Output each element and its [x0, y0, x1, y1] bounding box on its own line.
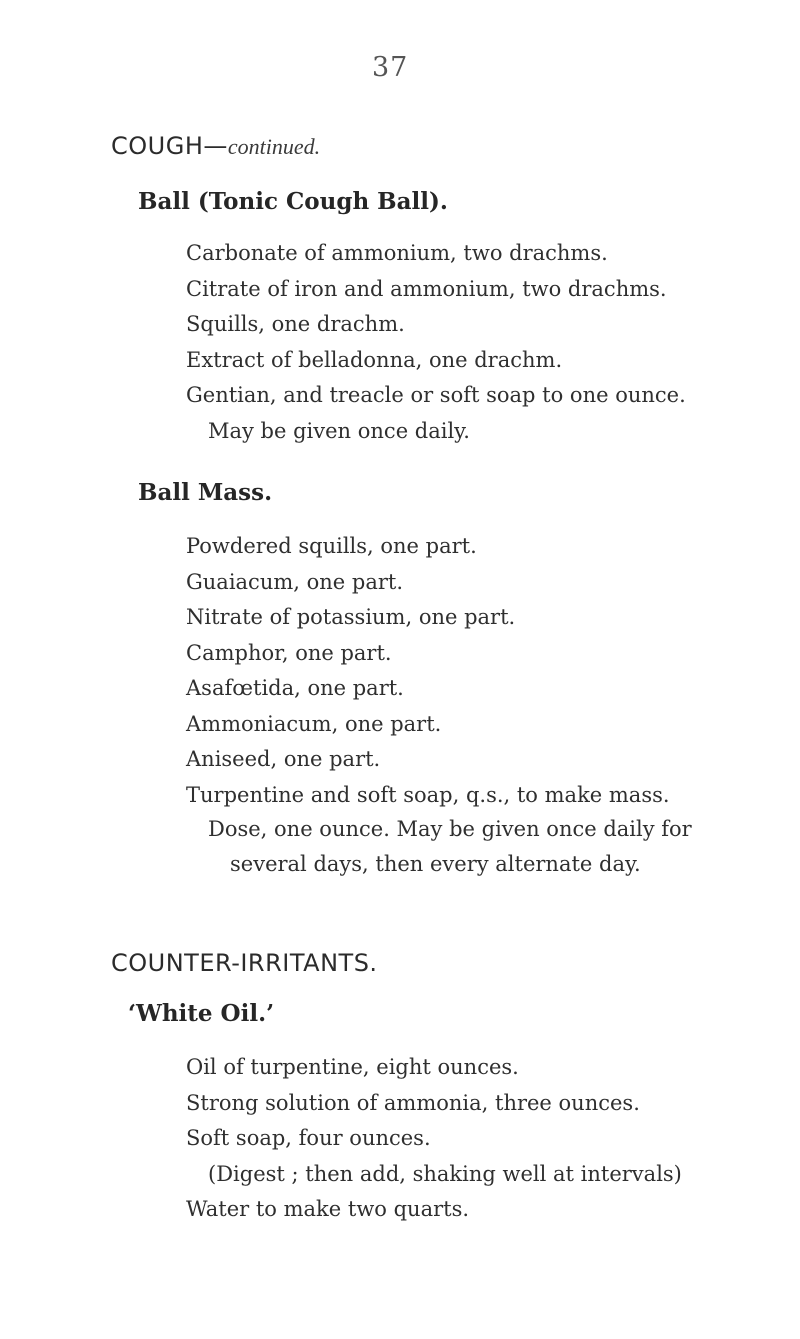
dosage-note: May be given once daily.	[208, 418, 470, 443]
ingredient-line: Turpentine and soft soap, q.s., to make mass.	[186, 782, 670, 807]
section-heading-cough-title: COUGH—	[111, 132, 228, 160]
ingredient-line: Powdered squills, one part.	[186, 534, 477, 558]
ingredient-line: Aniseed, one part.	[186, 747, 381, 771]
section-heading-continued: continued.	[227, 134, 321, 159]
section-heading-cough	[111, 132, 320, 160]
recipe-title-tonic-cough-ball: Ball (Tonic Cough Ball).	[138, 188, 448, 215]
instruction-line: (Digest ; then add, shaking well at intervals)	[208, 1161, 682, 1186]
dosage-note-line: several days, then every alternate day.	[230, 852, 641, 876]
ingredient-line: Extract of belladonna, one drachm.	[186, 347, 563, 372]
ingredient-line: Oil of turpentine, eight ounces.	[186, 1055, 519, 1079]
ingredient-line: Guaiacum, one part.	[186, 569, 403, 594]
ingredient-line: Squills, one drachm.	[186, 312, 405, 336]
ingredient-line: Strong solution of ammonia, three ounces.	[186, 1090, 640, 1115]
page-number: 37	[372, 52, 409, 83]
recipe-list-white-oil	[186, 1050, 682, 1228]
recipe-title-white-oil: ‘White Oil.’	[128, 1000, 275, 1027]
ingredient-line: Water to make two quarts.	[186, 1197, 470, 1221]
section-heading-counter-irritants: COUNTER-IRRITANTS.	[111, 949, 378, 977]
recipe-list-tonic-cough-ball	[186, 236, 686, 449]
dosage-note-ball-mass	[208, 812, 793, 882]
ingredient-line: Ammoniacum, one part.	[186, 711, 442, 736]
ingredient-line: Asafœtida, one part.	[186, 676, 404, 700]
ingredient-line: Citrate of iron and ammonium, two drachms.	[186, 276, 667, 301]
recipe-title-ball-mass: Ball Mass.	[138, 479, 273, 506]
ingredient-line: Camphor, one part.	[186, 640, 392, 665]
recipe-list-ball-mass	[186, 529, 670, 813]
ingredient-line: Gentian, and treacle or soft soap to one ounce.	[186, 383, 686, 407]
ingredient-line: Soft soap, four ounces.	[186, 1126, 431, 1150]
ingredient-line: Nitrate of potassium, one part.	[186, 605, 516, 629]
dosage-note-line: Dose, one ounce. May be given once daily for	[208, 817, 692, 841]
ingredient-line: Carbonate of ammonium, two drachms.	[186, 241, 608, 265]
